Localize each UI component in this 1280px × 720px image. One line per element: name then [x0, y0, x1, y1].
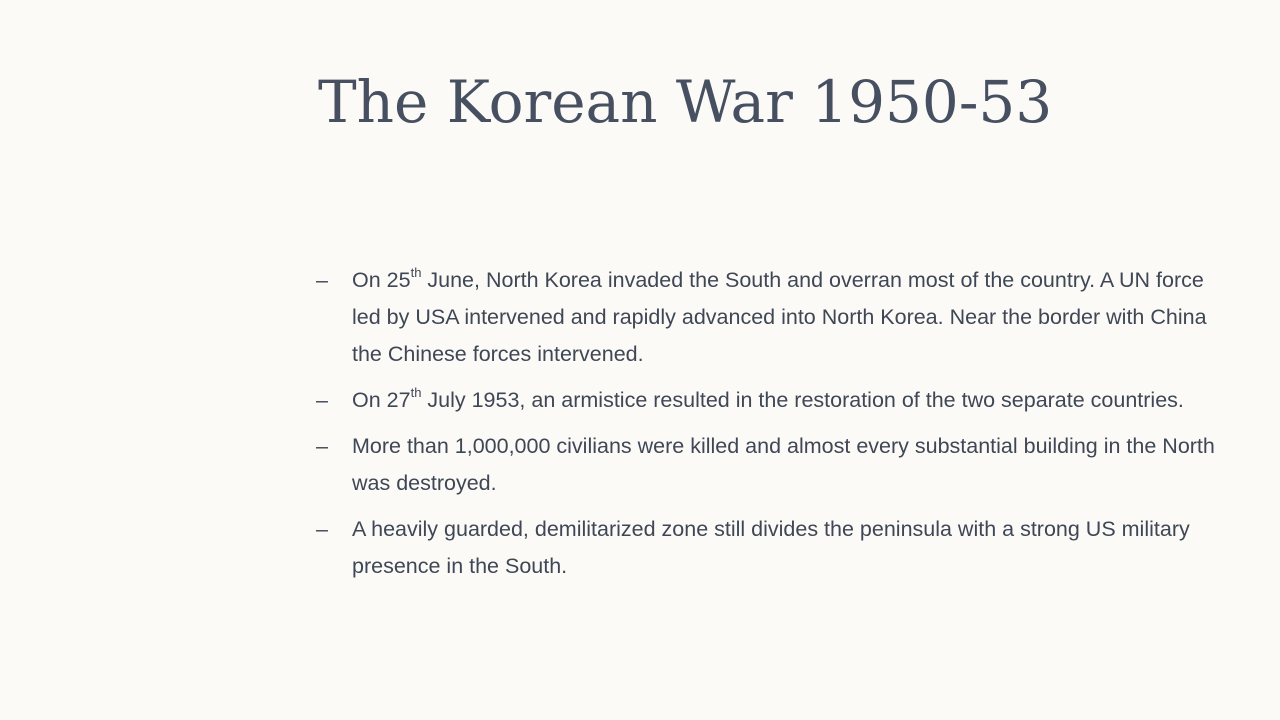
bullet-text-start: On 27	[352, 388, 411, 412]
bullet-dash: –	[316, 268, 328, 292]
bullet-dash: –	[316, 434, 328, 458]
bullet-text: More than 1,000,000 civilians were killed and almost every substantial building in the North was destroyed.	[352, 434, 1215, 495]
bullet-text-rest: July 1953, an armistice resulted in the restoration of the two separate countries.	[421, 388, 1184, 412]
bullet-item-invasion	[316, 262, 1226, 373]
bullet-item-armistice	[316, 382, 1226, 419]
bullet-text: A heavily guarded, demilitarized zone still divides the peninsula with a strong US military presence in the South.	[352, 517, 1190, 578]
slide-title: The Korean War 1950-53	[318, 68, 1053, 136]
bullet-item-casualties	[316, 428, 1226, 502]
bullet-dash: –	[316, 517, 328, 541]
bullet-text-rest: June, North Korea invaded the South and overran most of the country. A UN force led by USA intervened and rapidly advanced into North Korea. Near the border with China the Chinese forces intervened.	[352, 268, 1207, 366]
bullet-list	[316, 262, 1226, 594]
bullet-superscript: th	[410, 384, 422, 400]
bullet-text-start: On 25	[352, 268, 411, 292]
bullet-superscript: th	[410, 264, 422, 280]
bullet-dash: –	[316, 388, 328, 412]
bullet-item-dmz	[316, 511, 1226, 585]
